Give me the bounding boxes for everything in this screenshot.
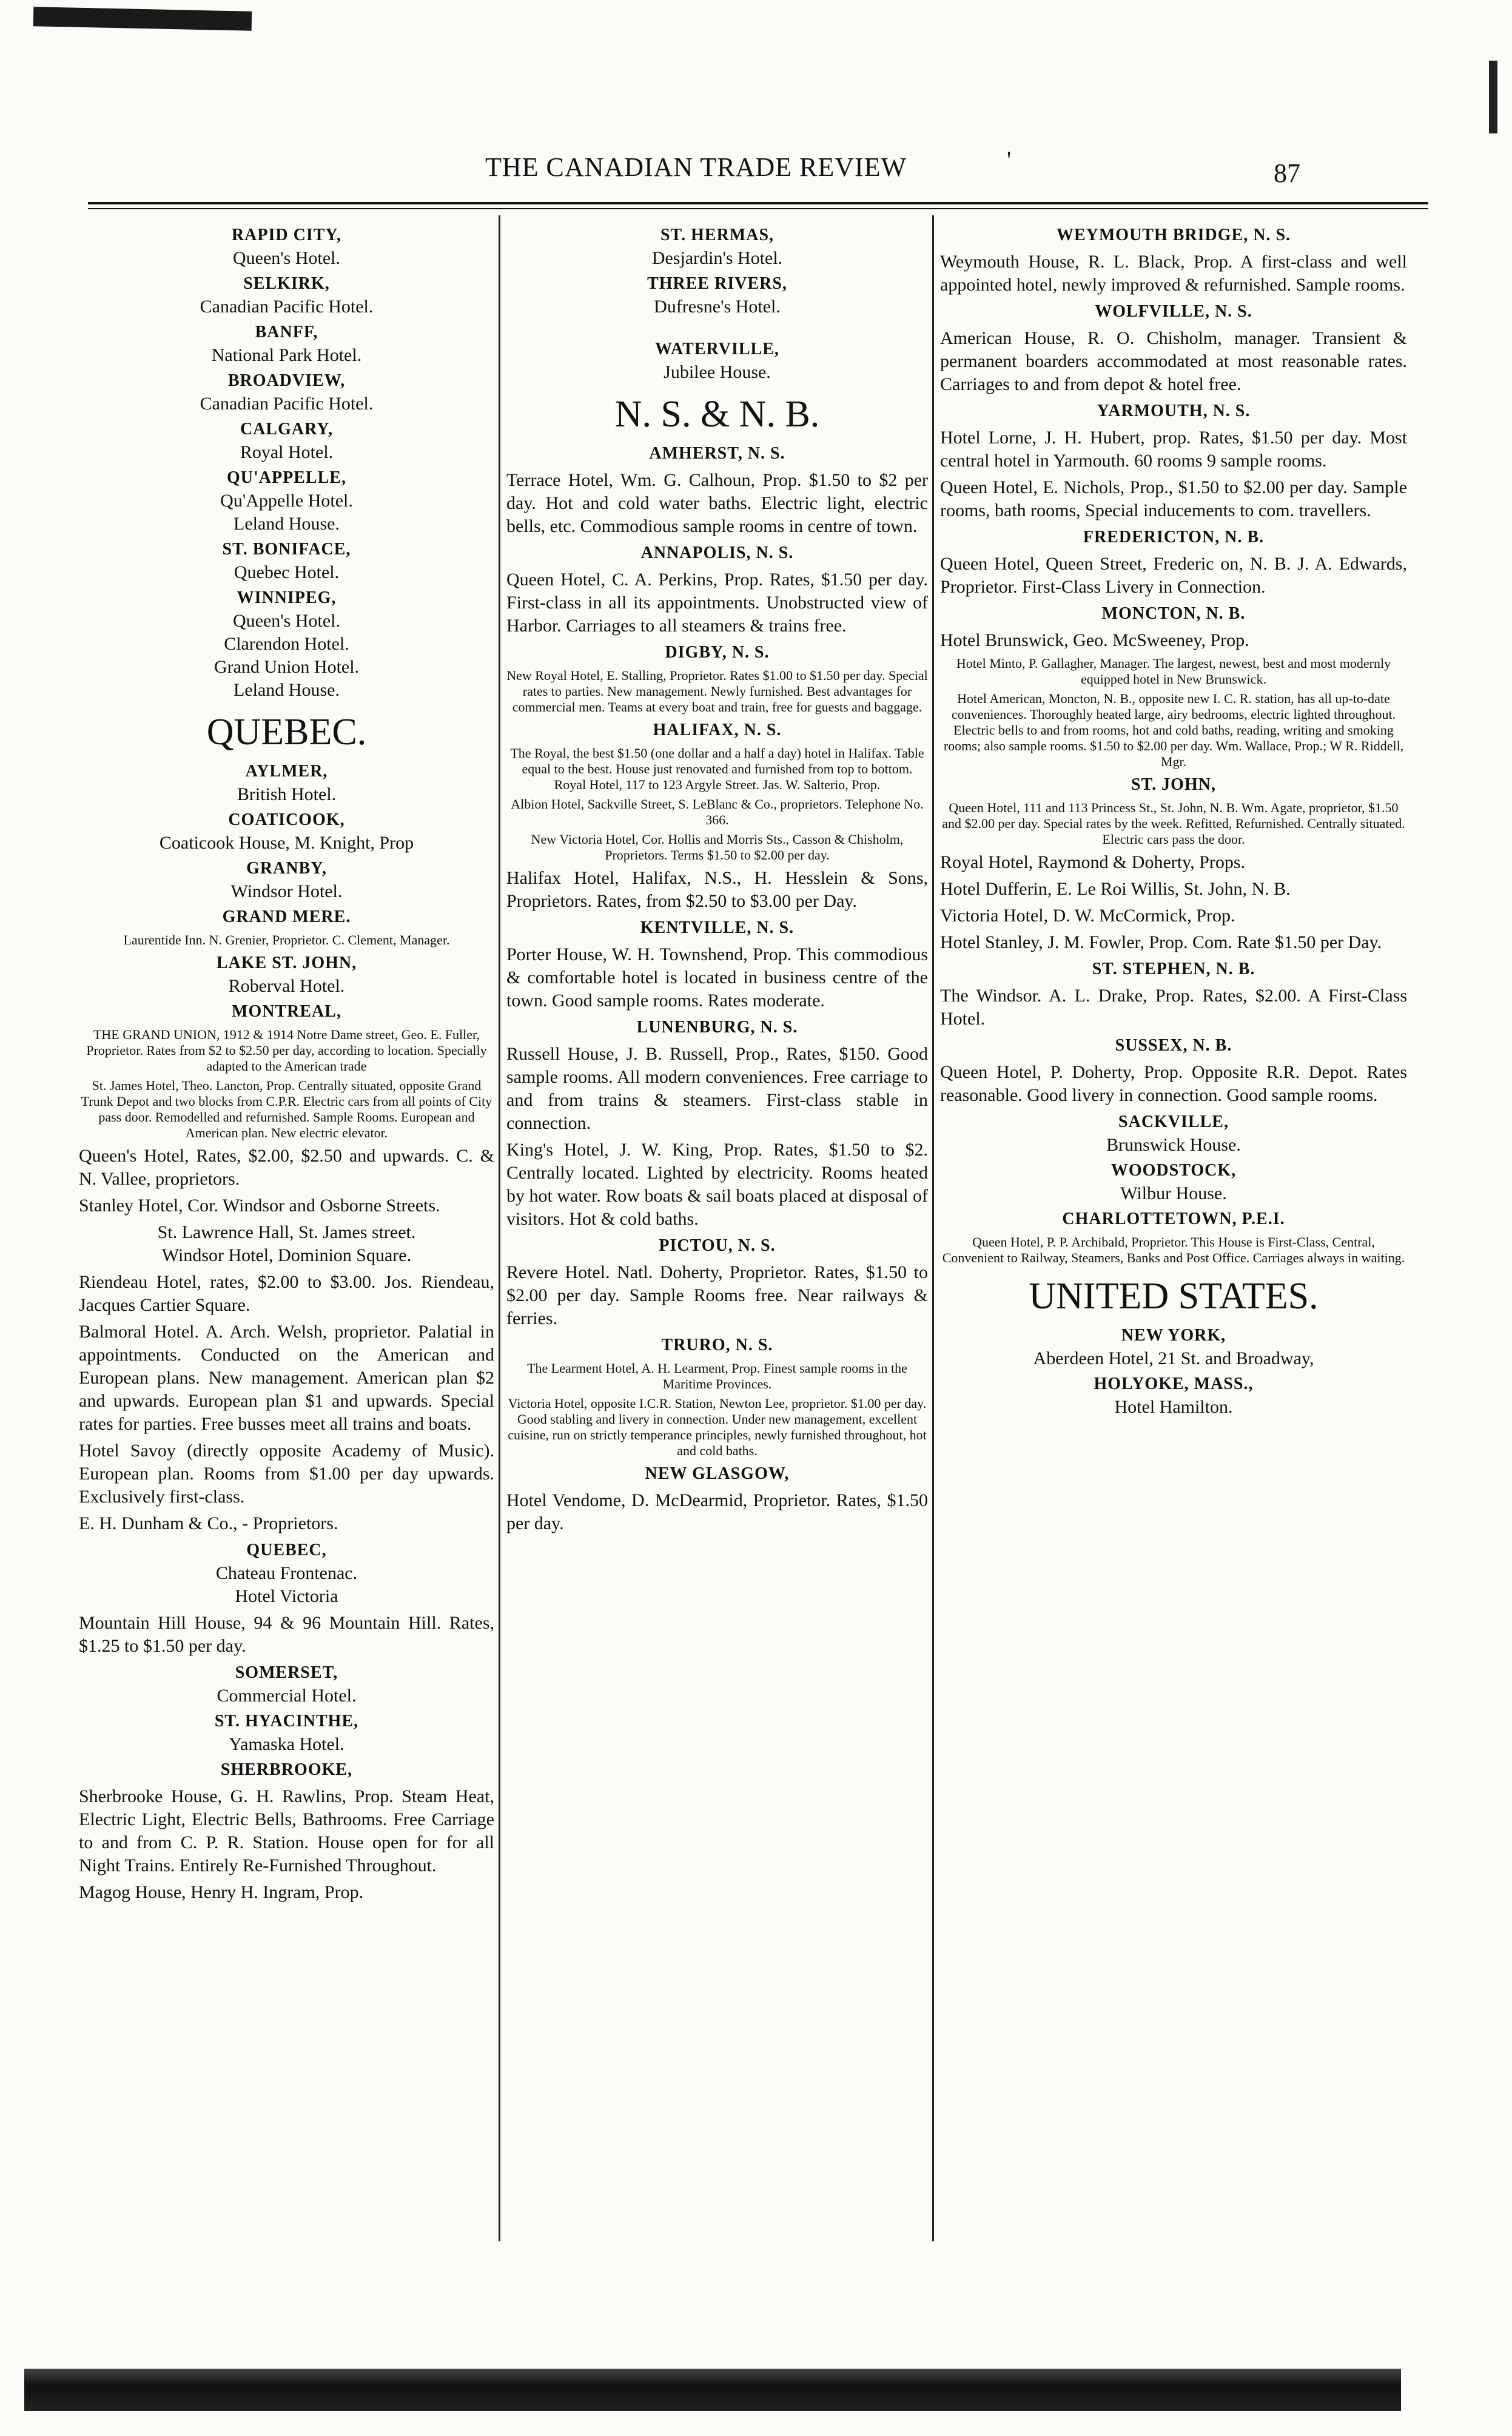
listing-paragraph: Hotel Vendome, D. McDearmid, Proprietor. Rates, $1.50 per day. [506,1490,928,1533]
place-heading: MONTREAL, [232,1002,341,1021]
place-heading: KENTVILLE, N. S. [640,918,795,937]
listing-paragraph: Porter House, W. H. Townshend, Prop. This commodious & comfortable hotel is located in business centre of the town. Good sample rooms. Rates moderate. [506,944,928,1011]
column-middle [500,221,934,2241]
listing-paragraph: Hotel Stanley, J. M. Fowler, Prop. Com. Rate $1.50 per Day. [940,932,1382,952]
place-heading: HALIFAX, N. S. [653,721,782,739]
column-right [934,221,1413,2241]
listing-small-print: New Royal Hotel, E. Stalling, Proprietor. Rates $1.00 to $1.50 per day. Special rates to parties. New management. Newly furnished. Best advantages for commercial men. Teams at every boat and train, free for guests and baggage. [506,668,928,715]
listing-line: Royal Hotel. [240,442,334,462]
place-heading: NEW YORK, [1121,1326,1226,1345]
listing-line: Commercial Hotel. [217,1686,357,1706]
listing-line: Roberval Hotel. [228,976,345,996]
place-heading: WINNIPEG, [237,588,337,607]
listing-paragraph: E. H. Dunham & Co., - Proprietors. [79,1513,338,1533]
listing-line: Wilbur House. [1120,1183,1227,1203]
place-heading: CALGARY, [240,420,333,439]
place-heading: GRANBY, [246,859,327,878]
section-heading: N. S. & N. B. [614,394,820,435]
place-heading: ST. BONIFACE, [222,540,351,559]
place-heading: AYLMER, [245,762,328,781]
listing-paragraph: Stanley Hotel, Cor. Windsor and Osborne Streets. [79,1196,440,1216]
header-rule [88,202,1428,204]
place-heading: LAKE ST. JOHN, [216,954,357,972]
place-heading: LUNENBURG, N. S. [636,1018,798,1037]
place-heading: BANFF, [255,323,318,342]
place-heading: ST. JOHN, [1131,775,1216,794]
scan-edge-mark [33,7,252,31]
listing-small-print: The Learment Hotel, A. H. Learment, Prop. Finest sample rooms in the Maritime Provinces. [527,1361,907,1391]
listing-small-print: Hotel Minto, P. Gallagher, Manager. The largest, newest, best and most modernly equipped hotel in New Brunswick. [956,656,1391,687]
place-heading: ANNAPOLIS, N. S. [640,543,794,562]
place-heading: COATICOOK, [228,810,345,829]
listing-paragraph: Royal Hotel, Raymond & Doherty, Props. [940,852,1246,872]
place-heading: BROADVIEW, [227,371,346,390]
listing-paragraph: Sherbrooke House, G. H. Rawlins, Prop. Steam Heat, Electric Light, Electric Bells, Bathrooms. Free Carriage to and from C. P. R. Station. House open for for all Night Trains. Entirely Re-Furnished Throughout. [79,1786,494,1876]
spacer [506,318,928,335]
listing-small-print: Hotel American, Moncton, N. B., opposite new I. C. R. station, has all up-to-date conveniences. Thoroughly heated large, airy bedrooms, electric lighted throughout. Electric bells to and from rooms, hot and cold baths, reading, writing and smoking rooms; also sample rooms. $1.50 to $2.00 per day. Wm. Wallace, Prop.; W R. Riddell, Mgr. [943,691,1404,769]
listing-paragraph: Balmoral Hotel. A. Arch. Welsh, proprietor. Palatial in appointments. Conducted on the American and European plans. New management. American plan $2 and upwards. European plan $1 and upwards. Special rates for parties. Free busses meet all trains and boats. [79,1322,494,1434]
listing-line: British Hotel. [237,784,337,804]
listing-paragraph: Hotel Dufferin, E. Le Roi Willis, St. John, N. B. [940,879,1291,899]
listing-line: Dufresne's Hotel. [654,297,781,317]
place-heading: WOLFVILLE, N. S. [1095,302,1252,321]
listing-paragraph: Queen Hotel, Queen Street, Frederic on, N. B. J. A. Edwards, Proprietor. First-Class Livery in Connection. [940,554,1407,597]
listing-line: Brunswick House. [1106,1135,1241,1155]
listing-paragraph: Halifax Hotel, Halifax, N.S., H. Hesslein & Sons, Proprietors. Rates, from $2.50 to $3.00 per Day. [506,868,928,911]
listing-paragraph: Weymouth House, R. L. Black, Prop. A first-class and well appointed hotel, newly improved & refurnished. Sample rooms. [940,252,1407,295]
listing-small-print: Victoria Hotel, opposite I.C.R. Station, Newton Lee, proprietor. $1.00 per day. Good stabling and livery in connection. Under new management, excellent cuisine, run on strictly temperance principles, newly furnished throughout, hot and cold baths. [508,1396,927,1458]
listing-small-print: New Victoria Hotel, Cor. Hollis and Morris Sts., Casson & Chisholm, Proprietors. Terms $1.50 to $2.00 per day. [531,832,904,863]
listing-line: Canadian Pacific Hotel. [200,297,374,317]
listing-line: Queen's Hotel. [232,611,341,631]
listing-paragraph: Terrace Hotel, Wm. G. Calhoun, Prop. $1.50 to $2 per day. Hot and cold water baths. Electric light, electric bells, etc. Commodious sample rooms in centre of town. [506,470,928,536]
listing-paragraph: Queen Hotel, P. Doherty, Prop. Opposite R.R. Depot. Rates reasonable. Good livery in connection. Good sample rooms. [940,1062,1407,1105]
place-heading: PICTOU, N. S. [659,1236,776,1255]
listing-line: Yamaska Hotel. [229,1734,344,1754]
listing-small-print: THE GRAND UNION, 1912 & 1914 Notre Dame street, Geo. E. Fuller, Proprietor. Rates from $2 to $2.50 per day, according to location. Specially adapted to the American trade [86,1027,487,1074]
listing-paragraph: Hotel Lorne, J. H. Hubert, prop. Rates, $1.50 per day. Most central hotel in Yarmouth. 60 rooms 9 sample rooms. [940,428,1407,471]
header-rule-thin [88,208,1428,209]
listing-small-print: Albion Hotel, Sackville Street, S. LeBlanc & Co., proprietors. Telephone No. 366. [511,796,924,827]
listing-paragraph: Queen Hotel, E. Nichols, Prop., $1.50 to $2.00 per day. Sample rooms, bath rooms, Special inducements to com. travellers. [940,477,1407,520]
listing-paragraph: Russell House, J. B. Russell, Prop., Rates, $150. Good sample rooms. All modern conveniences. Free carriage to and from trains & steamers. First-class stable in connection. [506,1044,928,1133]
place-heading: ST. HERMAS, [660,226,774,244]
listing-line: Grand Union Hotel. [213,657,360,677]
listing-line: Desjardin's Hotel. [651,248,783,268]
section-heading: UNITED STATES. [1029,1276,1319,1317]
page-number: 87 [1274,158,1300,188]
place-heading: WATERVILLE, [655,340,779,358]
listing-paragraph: Revere Hotel. Natl. Doherty, Proprietor. Rates, $1.50 to $2.00 per day. Sample Rooms free. Near railways & ferries. [506,1262,928,1328]
listing-line: Hotel Victoria [235,1586,338,1606]
scan-margin-mark [1489,61,1497,133]
listing-paragraph: Queen Hotel, C. A. Perkins, Prop. Rates, $1.50 per day. First-class in all its appointments. Unobstructed view of Harbor. Carriages to all steamers & trains free. [506,570,928,636]
section-heading: QUEBEC. [206,712,367,753]
place-heading: WEYMOUTH BRIDGE, N. S. [1056,226,1291,244]
place-heading: QUEBEC, [246,1541,327,1560]
listing-line: Queen's Hotel. [232,248,341,268]
place-heading: SACKVILLE, [1118,1112,1229,1131]
place-heading: SHERBROOKE, [220,1760,353,1779]
listing-paragraph: The Windsor. A. L. Drake, Prop. Rates, $2.00. A First-Class Hotel. [940,986,1407,1029]
place-heading: SOMERSET, [235,1663,338,1682]
listing-line: Windsor Hotel. [230,881,343,901]
listing-paragraph: Queen's Hotel, Rates, $2.00, $2.50 and upwards. C. & N. Vallee, proprietors. [79,1146,494,1189]
listing-paragraph: King's Hotel, J. W. King, Prop. Rates, $1.50 to $2. Centrally located. Lighted by electricity. Rooms heated by hot water. Row boats & sail boats placed at disposal of visitors. Hot & cold baths. [506,1140,928,1229]
place-heading: ST. HYACINTHE, [214,1712,359,1731]
listing-line: Leland House. [234,514,340,534]
listing-paragraph: Hotel Savoy (directly opposite Academy of Music). European plan. Rooms from $1.00 per day upwards. Exclusively first-class. [79,1441,494,1507]
listing-small-print: Laurentide Inn. N. Grenier, Proprietor. C. Clement, Manager. [123,932,450,947]
place-heading: YARMOUTH, N. S. [1097,402,1251,420]
scan-bottom-edge [24,2369,1401,2411]
place-heading: SUSSEX, N. B. [1115,1036,1232,1055]
listing-paragraph: Mountain Hill House, 94 & 96 Mountain Hill. Rates, $1.25 to $1.50 per day. [79,1613,494,1656]
page-title: THE CANADIAN TRADE REVIEW [485,152,907,182]
listing-line: Hotel Hamilton. [1114,1397,1233,1417]
place-heading: DIGBY, N. S. [665,643,770,662]
listing-line: Canadian Pacific Hotel. [200,394,374,414]
listing-paragraph: Magog House, Henry H. Ingram, Prop. [79,1882,364,1902]
listing-small-print: Queen Hotel, 111 and 113 Princess St., St. John, N. B. Wm. Agate, proprietor, $1.50 and $2.00 per day. Special rates by the week. Refitted, Refurnished. Centrally situated. Electric cars pass the door. [942,800,1405,847]
place-heading: RAPID CITY, [231,226,342,244]
listing-small-print: St. James Hotel, Theo. Lancton, Prop. Centrally situated, opposite Grand Trunk Depot and two blocks from C.P.R. Electric cars from all points of City pass door. Remodelled and refurnished. Sample Rooms. European and American plan. New electric elevator. [81,1078,492,1140]
listing-small-print: Queen Hotel, P. P. Archibald, Proprietor. This House is First-Class, Central, Convenient to Railway, Steamers, Banks and Post Office. Carriages always in waiting. [942,1234,1405,1265]
header-mark: ' [1007,146,1012,173]
listing-line: Aberdeen Hotel, 21 St. and Broadway, [1033,1348,1314,1368]
column-left [73,221,500,2241]
place-heading: CHARLOTTETOWN, P.E.I. [1062,1210,1285,1228]
listing-line: Leland House. [234,680,340,700]
listing-line: Windsor Hotel, Dominion Square. [161,1245,412,1265]
place-heading: HOLYOKE, MASS., [1094,1374,1254,1393]
listing-line: National Park Hotel. [211,345,362,365]
listing-line: Chateau Frontenac. [215,1563,358,1583]
place-heading: NEW GLASGOW, [645,1464,790,1483]
listing-line: Coaticook House, M. Knight, Prop [159,833,414,853]
place-heading: THREE RIVERS, [647,274,787,293]
listing-line: Jubilee House. [664,362,771,382]
place-heading: FREDERICTON, N. B. [1083,528,1265,547]
place-heading: AMHERST, N. S. [649,444,785,463]
listing-paragraph: Hotel Brunswick, Geo. McSweeney, Prop. [940,630,1249,650]
place-heading: TRURO, N. S. [661,1336,773,1354]
listing-paragraph: Riendeau Hotel, rates, $2.00 to $3.00. Jos. Riendeau, Jacques Cartier Square. [79,1272,494,1315]
place-heading: QU'APPELLE, [227,468,346,487]
place-heading: GRAND MERE. [222,907,351,926]
place-heading: SELKIRK, [243,274,330,293]
listing-paragraph: American House, R. O. Chisholm, manager. Transient & permanent boarders accommodated at most reasonable rates. Carriages to and from depot & hotel free. [940,328,1407,394]
listing-line: Qu'Appelle Hotel. [220,491,353,511]
listing-line: Clarendon Hotel. [224,634,349,654]
listing-line: St. Lawrence Hall, St. James street. [157,1222,416,1242]
listing-line: Quebec Hotel. [234,562,340,582]
listing-small-print: The Royal, the best $1.50 (one dollar and a half a day) hotel in Halifax. Table equal to the best. House just renovated and furnished from top to bottom. Royal Hotel, 117 to 123 Argyle Street. Jas. W. Salterio, Prop. [510,745,924,792]
place-heading: MONCTON, N. B. [1101,604,1246,623]
place-heading: WOODSTOCK, [1110,1161,1237,1180]
place-heading: ST. STEPHEN, N. B. [1092,960,1255,978]
listing-paragraph: Victoria Hotel, D. W. McCormick, Prop. [940,906,1235,926]
